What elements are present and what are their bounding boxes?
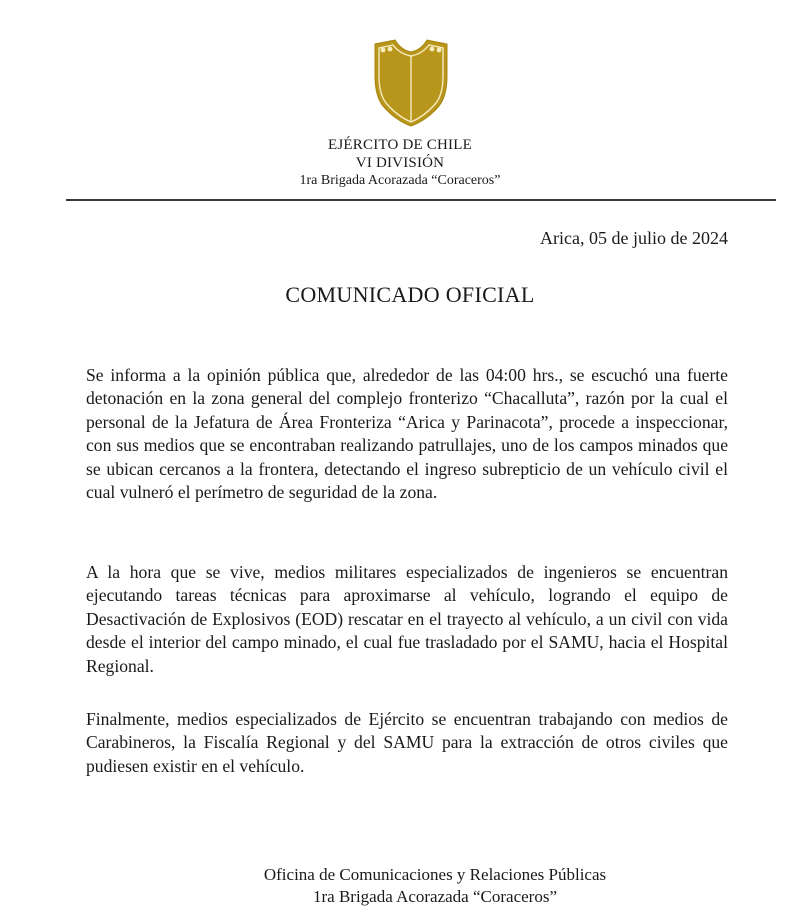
signature-block (0, 864, 800, 908)
letterhead (0, 136, 800, 190)
brigade-name: 1ra Brigada Acorazada “Coraceros” (299, 173, 501, 188)
document-date: Arica, 05 de julio de 2024 (540, 228, 728, 248)
division-name: VI DIVISIÓN (355, 155, 445, 171)
army-name: EJÉRCITO DE CHILE (328, 137, 472, 153)
breastplate-emblem-icon (367, 36, 455, 128)
body-paragraph-2: A la hora que se vive, medios militares especializados de ingenieros se encuentran ejecutando tareas técnicas para aproximarse al vehículo, logrando el equipo de Desactivación de Explosivos (EOD) rescatar en el trayecto al vehículo, a un civil con vida desde el interior del campo minado, el cual fue trasladado por el SAMU, hacia el Hospital Regional. (86, 562, 728, 676)
body-paragraph-3: Finalmente, medios especializados de Ejército se encuentran trabajando con medios de Carabineros, la Fiscalía Regional y del SAMU para la extracción de otros civiles que pudiesen existir en el vehículo. (86, 709, 728, 776)
header-divider (66, 199, 776, 201)
signature-office: Oficina de Comunicaciones y Relaciones Públicas (263, 865, 607, 884)
signature-brigade: 1ra Brigada Acorazada “Coraceros” (312, 887, 557, 906)
body-paragraph-1: Se informa a la opinión pública que, alrededor de las 04:00 hrs., se escuchó una fuerte detonación en la zona general del complejo fronterizo “Chacalluta”, razón por la cual el personal de la Jefatura de Área Fronteriza “Arica y Parinacota”, procede a inspeccionar, con sus medios que se encontraban realizando patrullajes, uno de los campos minados que se ubican cercanos a la frontera, detectando el ingreso subrepticio de un vehículo civil el cual vulneró el perímetro de seguridad de la zona. (86, 365, 728, 503)
document-title: COMUNICADO OFICIAL (285, 282, 535, 307)
